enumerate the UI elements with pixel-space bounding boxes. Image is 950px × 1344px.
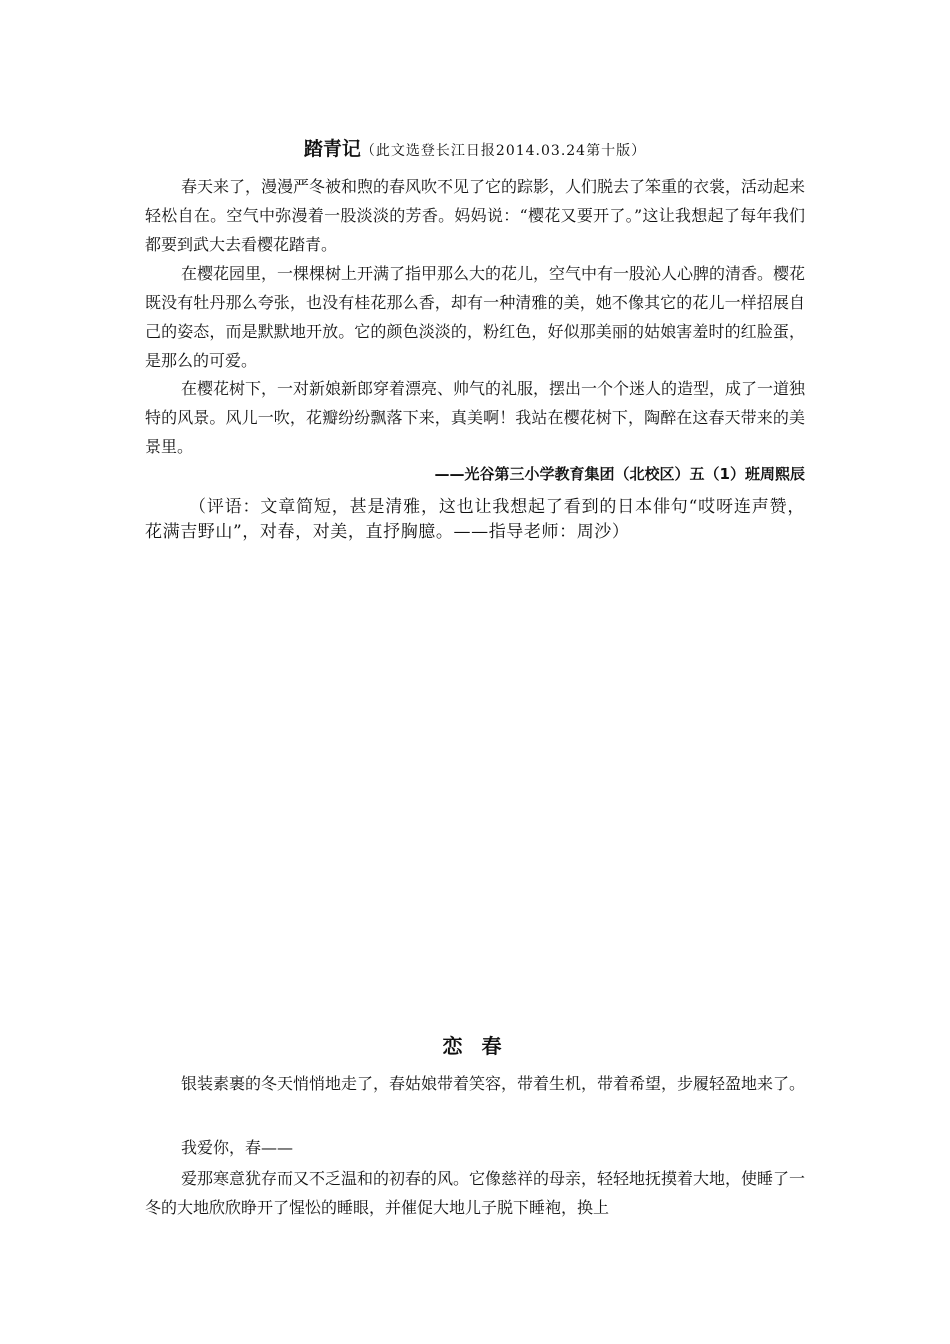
article-paragraph: 在樱花树下，一对新娘新郎穿着漂亮、帅气的礼服，摆出一个个迷人的造型，成了一道独特的风景。风儿一吹，花瓣纷纷飘落下来，真美啊！我站在樱花树下，陶醉在这春天带来的美景里。	[145, 379, 806, 456]
article-title-line	[145, 134, 805, 166]
article-paragraph: 春天来了，漫漫严冬被和煦的春风吹不见了它的踪影，人们脱去了笨重的衣裳，活动起来轻松自在。空气中弥漫着一股淡淡的芳香。妈妈说：“樱花又要开了。”这让我想起了每年我们都要到武大去看樱花踏青。	[145, 177, 806, 254]
article-title: 踏青记	[303, 138, 361, 160]
article-paragraph: 在樱花园里，一棵棵树上开满了指甲那么大的花儿，空气中有一股沁人心脾的清香。樱花既没有牡丹那么夸张，也没有桂花那么香，却有一种清雅的美，她不像其它的花儿一样招展自己的姿态，而是默默地开放。它的颜色淡淡的，粉红色，好似那美丽的姑娘害羞时的红脸蛋，是那么的可爱。	[145, 264, 806, 370]
source-note: （此文选登长江日报2014.03.24第十版）	[360, 143, 647, 159]
teacher-comment: （评语：文章简短，甚是清雅，这也让我想起了看到的日本俳句“哎呀连声赞，花满吉野山”，对春，对美，直抒胸臆。——指导老师：周沙）	[145, 497, 805, 542]
author-signature: ——光谷第三小学教育集团（北校区）五（1）班周熙辰	[434, 465, 805, 483]
article-paragraph: 我爱你，春——	[181, 1138, 294, 1157]
article-paragraph: 爱那寒意犹存而又不乏温和的初春的风。它像慈祥的母亲，轻轻地抚摸着大地，使睡了一冬的大地欣欣睁开了惺忪的睡眼，并催促大地儿子脱下睡袍，换上	[145, 1169, 806, 1217]
article-paragraph: 银装素裹的冬天悄悄地走了，春姑娘带着笑容，带着生机，带着希望，步履轻盈地来了。	[181, 1074, 806, 1093]
second-article-title: 恋 春	[442, 1034, 508, 1058]
